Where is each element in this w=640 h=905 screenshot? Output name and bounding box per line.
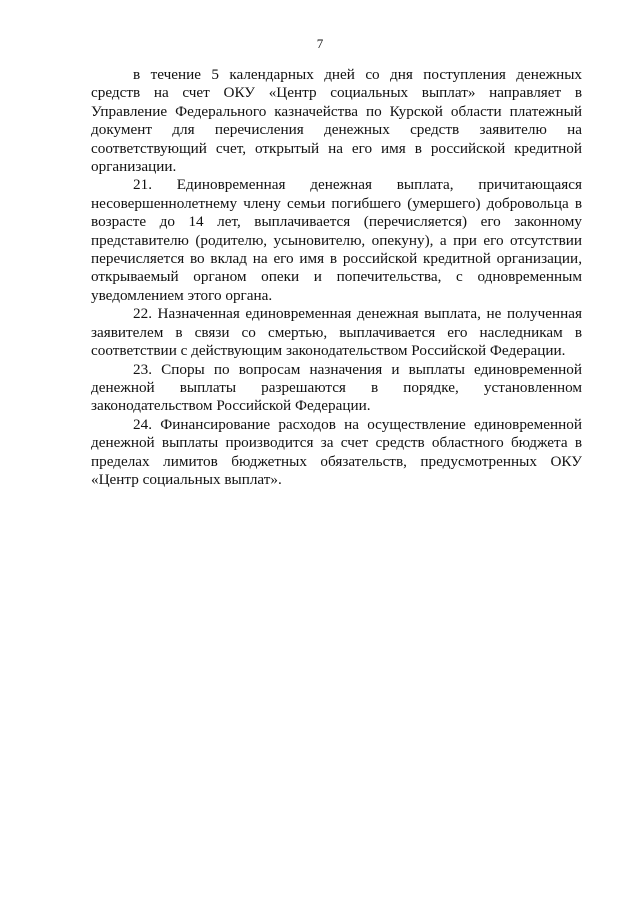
paragraph-23: 23. Споры по вопросам назначения и выплаты единовременной денежной выплаты разрешаются в порядке, установленном законодательством Российской Федерации. bbox=[91, 360, 582, 415]
document-body bbox=[91, 66, 582, 489]
paragraph-24: 24. Финансирование расходов на осуществление единовременной денежной выплаты производится за счет средств областного бюджета в пределах лимитов бюджетных обязательств, предусмотренных ОКУ «Центр социальных выплат». bbox=[91, 415, 582, 488]
paragraph-21: 21. Единовременная денежная выплата, причитающаяся несовершеннолетнему члену семьи погибшего (умершего) добровольца в возрасте до 14 лет, выплачивается (перечисляется) его законному представителю (родителю, усыновителю, опекуну), а при его отсутствии перечисляется во вклад на его имя в российской кредитной организации, открываемый органом опеки и попечительства, с одновременным уведомлением этого органа. bbox=[91, 176, 582, 304]
paragraph-22: 22. Назначенная единовременная денежная выплата, не полученная заявителем в связи со смертью, выплачивается его наследникам в соответствии с действующим законодательством Российской Федерации. bbox=[91, 305, 582, 360]
page-number: 7 bbox=[316, 36, 324, 51]
paragraph-continuation: в течение 5 календарных дней со дня поступления денежных средств на счет ОКУ «Центр социальных выплат» направляет в Управление Федерального казначейства по Курской области платежный документ для перечисления денежных средств заявителю на соответствующий счет, открытый на его имя в российской кредитной организации. bbox=[91, 66, 582, 176]
